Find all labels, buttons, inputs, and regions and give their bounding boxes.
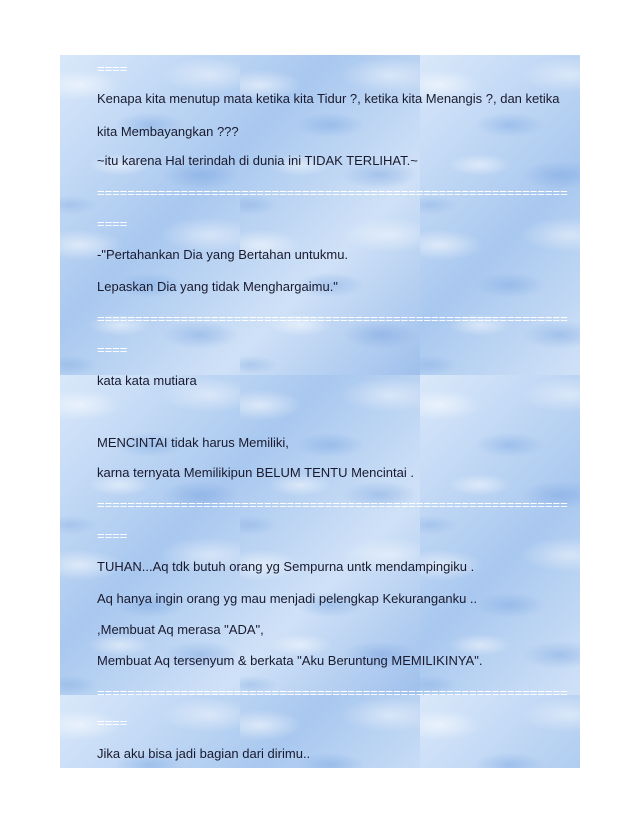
text-line: kata kata mutiara [97,373,197,388]
text-line: karna ternyata Memilikipun BELUM TENTU Mencintai . [97,465,414,480]
separator-line: ==== [97,715,128,730]
text-line: ~itu karena Hal terindah di dunia ini TIDAK TERLIHAT.~ [97,153,418,168]
text-line: Lepaskan Dia yang tidak Menghargaimu." [97,279,338,294]
text-line: TUHAN...Aq tdk butuh orang yg Sempurna untk mendampingiku . [97,559,475,574]
separator-line: ============================================================== [97,311,568,326]
separator-line: ==== [97,61,128,76]
text-line: -"Pertahankan Dia yang Bertahan untukmu. [97,247,349,262]
text-line: Kenapa kita menutup mata ketika kita Tidur ?, ketika kita Menangis ?, dan ketika [97,91,560,106]
separator-line: ==== [97,342,128,357]
separator-line: ============================================================== [97,685,568,700]
text-panel-background [60,55,580,768]
separator-line: ============================================================== [97,497,568,512]
text-line: Aq hanya ingin orang yg mau menjadi pelengkap Kekuranganku .. [97,591,478,606]
separator-line: ==== [97,528,128,543]
text-line: Membuat Aq tersenyum & berkata "Aku Beruntung MEMILIKINYA". [97,653,483,668]
text-line: Jika aku bisa jadi bagian dari dirimu.. [97,746,311,761]
separator-line: ============================================================== [97,185,568,200]
text-line: MENCINTAI tidak harus Memiliki, [97,435,289,450]
text-line: kita Membayangkan ??? [97,124,239,139]
text-line: ,Membuat Aq merasa "ADA", [97,622,264,637]
separator-line: ==== [97,216,128,231]
